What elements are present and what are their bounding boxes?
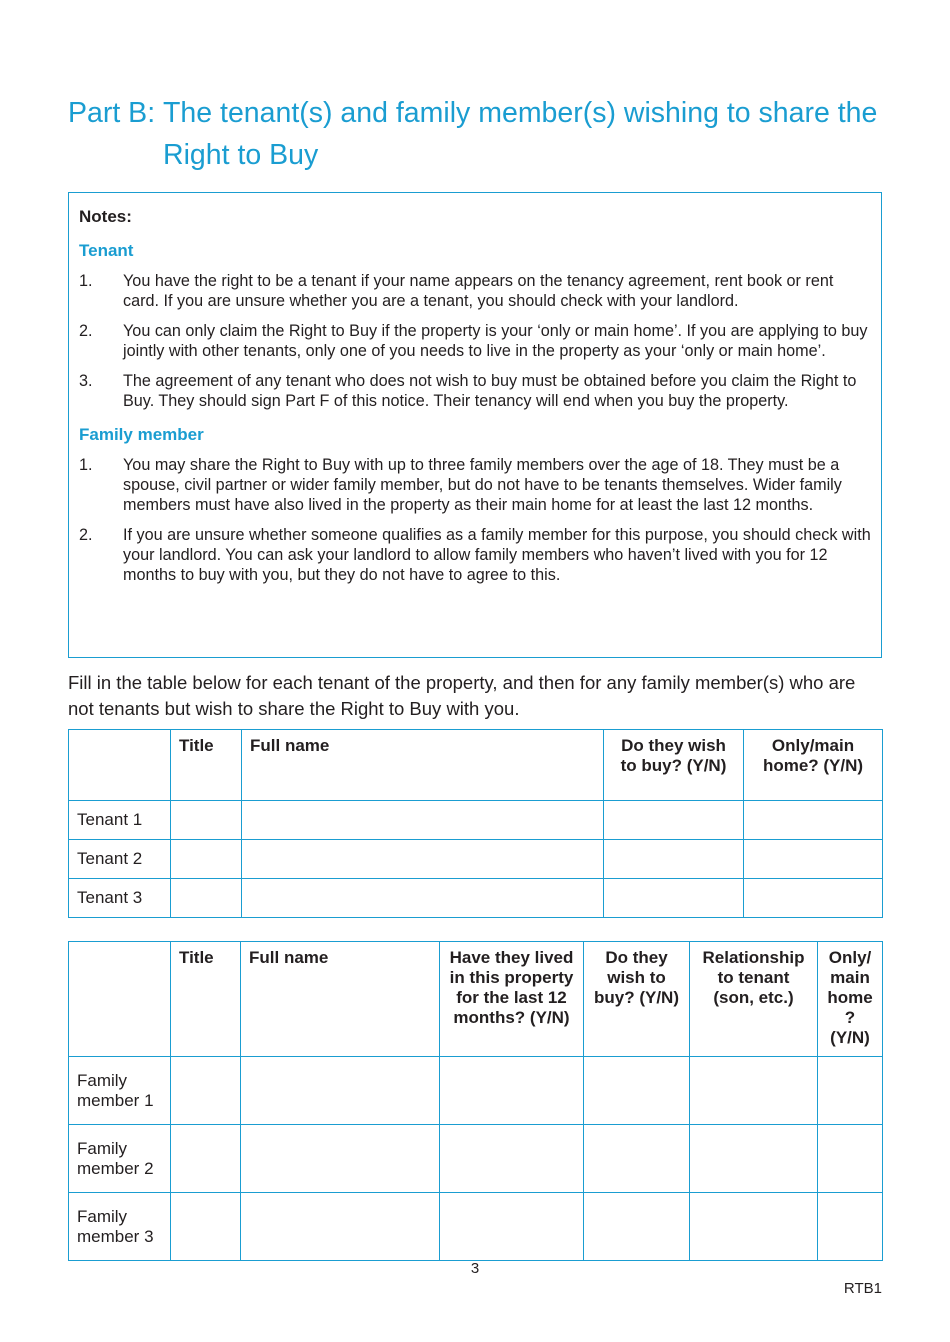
tenant-2-wish-to-buy-cell[interactable] [604, 840, 744, 879]
page-heading [68, 92, 898, 176]
tenant-1-full-name-cell[interactable] [242, 801, 604, 840]
family-2-full-name-cell[interactable] [241, 1125, 440, 1193]
tenant-3-full-name-cell[interactable] [242, 879, 604, 918]
family-note-2 [79, 525, 871, 585]
family-3-relationship-cell[interactable] [690, 1193, 818, 1261]
tenant-col-full-name: Full name [242, 730, 604, 801]
heading-line2: Right to Buy [163, 139, 319, 171]
family-3-title-cell[interactable] [171, 1193, 241, 1261]
note-number: 1. [79, 456, 93, 474]
tenant-2-only-main-home-cell[interactable] [744, 840, 883, 879]
note-text: The agreement of any tenant who does not wish to buy must be obtained before you claim the Right to Buy. They should sign Part F of this notice. Their tenancy will end when you buy the property. [123, 372, 857, 410]
row-label: Family member 2 [69, 1125, 171, 1193]
heading-line1: The tenant(s) and family member(s) wishing to share the [163, 97, 878, 129]
page-number: 3 [470, 1260, 480, 1277]
family-member-table [68, 941, 883, 1261]
family-3-wish-to-buy-cell[interactable] [584, 1193, 690, 1261]
family-1-relationship-cell[interactable] [690, 1057, 818, 1125]
notes-box [68, 192, 882, 658]
tenant-table-header-row [69, 730, 883, 801]
family-3-lived-12-months-cell[interactable] [440, 1193, 584, 1261]
family-3-only-main-home-cell[interactable] [818, 1193, 883, 1261]
tenant-1-only-main-home-cell[interactable] [744, 801, 883, 840]
family-2-lived-12-months-cell[interactable] [440, 1125, 584, 1193]
tenant-note-1 [79, 271, 871, 311]
family-2-wish-to-buy-cell[interactable] [584, 1125, 690, 1193]
table-row [69, 840, 883, 879]
family-1-full-name-cell[interactable] [241, 1057, 440, 1125]
document-code: RTB1 [843, 1280, 882, 1297]
family-col-only-main-home: Only/ main home ? (Y/N) [818, 942, 883, 1057]
note-text: You may share the Right to Buy with up to three family members over the age of 18. They must be a spouse, civil partner or wider family member, but do not have to be tenants themselves. Wider family members must have also lived in the property as their main home for at least the last 12 months. [123, 456, 842, 514]
tenant-3-title-cell[interactable] [171, 879, 242, 918]
note-text: If you are unsure whether someone qualifies as a family member for this purpose, you should check with your landlord. You can ask your landlord to allow family members who haven’t lived with you for 12 months to buy with you, but they do not have to agree to this. [123, 526, 871, 584]
family-col-lived-12-months: Have they lived in this property for the last 12 months? (Y/N) [440, 942, 584, 1057]
tenant-2-title-cell[interactable] [171, 840, 242, 879]
note-number: 2. [79, 322, 93, 340]
family-col-empty [69, 942, 171, 1057]
family-2-only-main-home-cell[interactable] [818, 1125, 883, 1193]
row-label: Tenant 3 [69, 879, 171, 918]
heading-prefix: Part B: [68, 97, 156, 129]
tenant-col-empty [69, 730, 171, 801]
table-row [69, 801, 883, 840]
family-2-relationship-cell[interactable] [690, 1125, 818, 1193]
row-label: Tenant 2 [69, 840, 171, 879]
table-row [69, 1125, 883, 1193]
family-1-wish-to-buy-cell[interactable] [584, 1057, 690, 1125]
tenant-notes-heading: Tenant [79, 241, 134, 260]
note-number: 3. [79, 372, 93, 390]
family-note-1 [79, 455, 871, 515]
family-table-header-row [69, 942, 883, 1057]
family-col-wish-to-buy: Do they wish to buy? (Y/N) [584, 942, 690, 1057]
tenant-1-title-cell[interactable] [171, 801, 242, 840]
tenant-2-full-name-cell[interactable] [242, 840, 604, 879]
family-1-lived-12-months-cell[interactable] [440, 1057, 584, 1125]
family-1-title-cell[interactable] [171, 1057, 241, 1125]
row-label: Family member 3 [69, 1193, 171, 1261]
table-row [69, 879, 883, 918]
tenant-note-3 [79, 371, 871, 411]
note-text: You have the right to be a tenant if your name appears on the tenancy agreement, rent book or rent card. If you are unsure whether you are a tenant, you should check with your landlord. [123, 272, 834, 310]
note-number: 2. [79, 526, 93, 544]
row-label: Family member 1 [69, 1057, 171, 1125]
note-text: You can only claim the Right to Buy if the property is your ‘only or main home’. If you are applying to buy jointly with other tenants, only one of you needs to live in the property as your ‘only or main home’. [123, 322, 868, 360]
tenant-3-wish-to-buy-cell[interactable] [604, 879, 744, 918]
family-3-full-name-cell[interactable] [241, 1193, 440, 1261]
tenant-1-wish-to-buy-cell[interactable] [604, 801, 744, 840]
table-row [69, 1193, 883, 1261]
family-1-only-main-home-cell[interactable] [818, 1057, 883, 1125]
note-number: 1. [79, 272, 93, 290]
family-col-full-name: Full name [241, 942, 440, 1057]
table-instructions: Fill in the table below for each tenant of the property, and then for any family member(s) who are not tenants but wish to share the Right to Buy with you. [68, 672, 856, 719]
family-notes-heading: Family member [79, 425, 204, 444]
tenant-col-only-main-home: Only/main home? (Y/N) [744, 730, 883, 801]
tenant-col-wish-to-buy: Do they wish to buy? (Y/N) [604, 730, 744, 801]
tenant-table [68, 729, 883, 918]
tenant-note-2 [79, 321, 871, 361]
tenant-3-only-main-home-cell[interactable] [744, 879, 883, 918]
notes-title: Notes: [79, 207, 132, 226]
family-col-relationship: Relationship to tenant (son, etc.) [690, 942, 818, 1057]
family-col-title: Title [171, 942, 241, 1057]
tenant-col-title: Title [171, 730, 242, 801]
family-2-title-cell[interactable] [171, 1125, 241, 1193]
row-label: Tenant 1 [69, 801, 171, 840]
table-row [69, 1057, 883, 1125]
